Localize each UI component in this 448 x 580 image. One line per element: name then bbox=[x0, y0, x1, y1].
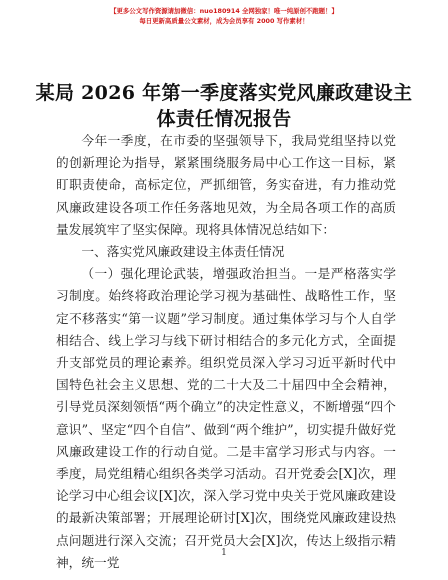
banner-line-1: 【更多公文写作资源请加微信：nuo180914 全网独家！唯一纯原创不跑题！】 bbox=[110, 7, 338, 15]
document-body bbox=[56, 130, 396, 574]
section-heading: 一、落实党风廉政建设主体责任情况 bbox=[81, 244, 285, 260]
document-title: 某局 2026 年第一季度落实党风廉政建设主体责任情况报告 bbox=[35, 82, 413, 130]
banner-line-2: 每日更新高质量公文素材，成为会员享有 2000 写作素材！ bbox=[139, 17, 309, 25]
header-banner bbox=[0, 6, 448, 26]
page-number: 1 bbox=[221, 548, 227, 558]
body-paragraph: （一）强化理论武装，增强政治担当。一是严格落实学习制度。始终将政治理论学习视为基础性、战略性工作，坚定不移落实“第一议题”学习制度。通过集体学习与个人自学相结合、线上学习与线下研讨相结合的多元化方式，全面提升支部党员的理论素养。组织党员深入学习习近平新时代中国特色社会主义思想、党的二十大及二十届四中全会精神，引导党员深刻领悟“两个确立”的决定性意义，不断增强“四个意识”、坚定“四个自信”、做到“两个维护”，切实提升做好党风廉政建设工作的行动自觉。二是丰富学习形式与内容。一季度，局党组精心组织各类学习活动。召开党委会[X]次，理论学习中心组会议[X]次，深入学习党中央关于党风廉政建设的最新决策部署；开展理论研讨[X]次，围绕党风廉政建设热点问题进行深入交流；召开党员大会[X]次，传达上级指示精神，统一党 bbox=[56, 266, 396, 570]
intro-paragraph: 今年一季度，在市委的坚强领导下，我局党组坚持以党的创新理论为指导，紧紧围绕服务局中心工作这一目标，紧盯职责使命，高标定位，严抓细管，务实奋进，有力推动党风廉政建设各项工作任务落地见效，为全局各项工作的高质量发展筑牢了坚实保障。现将具体情况总结如下： bbox=[56, 133, 396, 237]
